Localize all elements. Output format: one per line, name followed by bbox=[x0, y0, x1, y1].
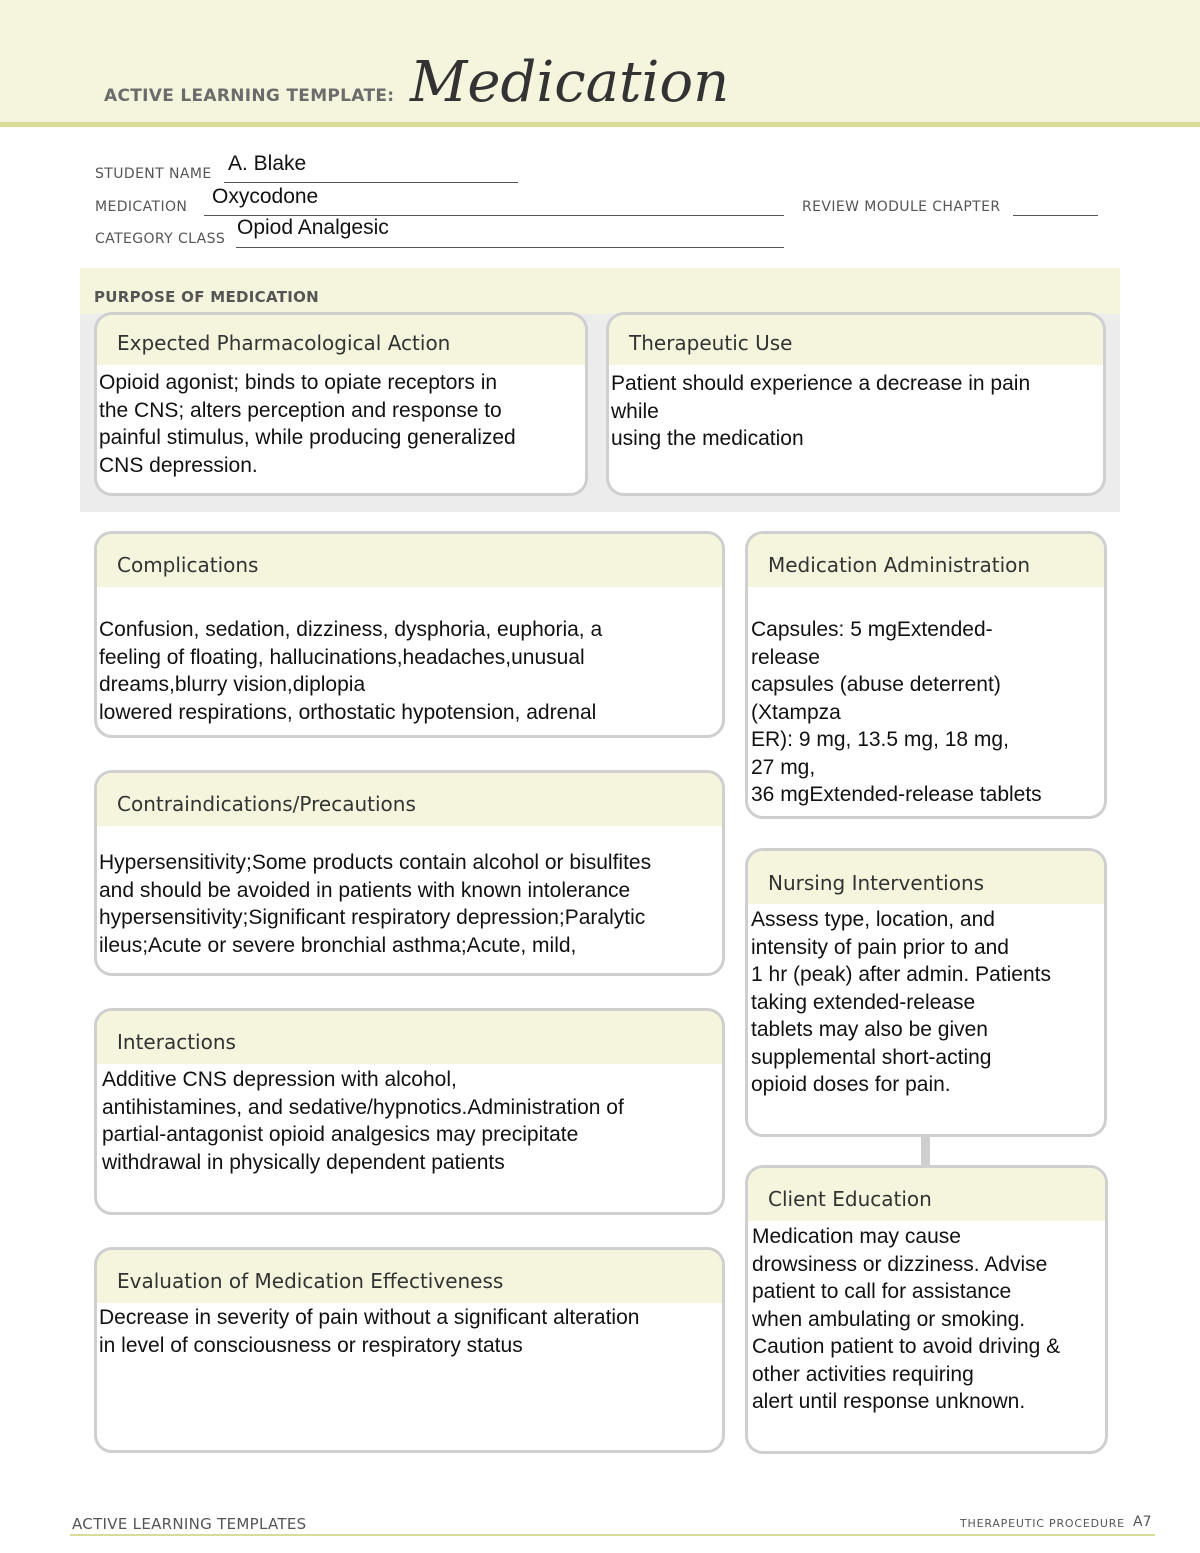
footer-left-label: ACTIVE LEARNING TEMPLATES bbox=[72, 1515, 307, 1533]
client-education-title: Client Education bbox=[748, 1168, 1105, 1221]
medication-value[interactable]: Oxycodone bbox=[212, 185, 319, 208]
medication-label: MEDICATION bbox=[95, 199, 188, 215]
footer-page-number: A7 bbox=[1133, 1514, 1152, 1530]
interactions-title: Interactions bbox=[97, 1011, 722, 1064]
evaluation-text[interactable]: Decrease in severity of pain without a significant alteration in level of consciousness or respiratory status bbox=[99, 1306, 640, 1357]
evaluation-title: Evaluation of Medication Effectiveness bbox=[97, 1250, 722, 1303]
student-name-label: STUDENT NAME bbox=[95, 166, 212, 182]
evaluation-box bbox=[94, 1247, 725, 1453]
review-module-label: REVIEW MODULE CHAPTER bbox=[802, 199, 1001, 215]
client-education-text[interactable]: Medication may cause drowsiness or dizziness. Advise patient to call for assistance when ambulating or smoking. Caution patient to avoid driving & other activities requiring alert until response unknown. bbox=[752, 1225, 1061, 1413]
contraindications-text[interactable]: Hypersensitivity;Some products contain alcohol or bisulfites and should be avoided in patients with known intolerance hypersensitivity;Significant respiratory depression;Paralytic ileus;Acute or severe bronchial asthma;Acute, mild, bbox=[99, 851, 652, 957]
complications-text[interactable]: Confusion, sedation, dizziness, dysphoria, euphoria, a feeling of floating, hallucinations,headaches,unusual dreams,blurry vision,diplopia lowered respirations, orthostatic hypotension, adrenal bbox=[99, 618, 603, 724]
nursing-interventions-title: Nursing Interventions bbox=[748, 851, 1104, 904]
purpose-label: PURPOSE OF MEDICATION bbox=[94, 288, 320, 306]
footer-divider bbox=[70, 1534, 1155, 1536]
interactions-box bbox=[94, 1008, 725, 1215]
nursing-to-education-connector bbox=[921, 1135, 930, 1165]
medication-administration-text[interactable]: Capsules: 5 mgExtended- release capsules (abuse deterrent) (Xtampza ER): 9 mg, 13.5 mg, 18 mg, 27 mg, 36 mgExtended-release tablets bbox=[751, 618, 1042, 806]
complications-box bbox=[94, 531, 725, 738]
complications-title: Complications bbox=[97, 534, 722, 587]
category-class-value[interactable]: Opiod Analgesic bbox=[237, 216, 389, 239]
interactions-text[interactable]: Additive CNS depression with alcohol, antihistamines, and sedative/hypnotics.Administration of partial-antagonist opioid analgesics may precipitate withdrawal in physically dependent patients bbox=[102, 1068, 624, 1174]
review-module-line bbox=[1013, 215, 1098, 216]
student-name-value[interactable]: A. Blake bbox=[228, 152, 307, 175]
medication-administration-box bbox=[745, 531, 1107, 819]
nursing-interventions-box bbox=[745, 848, 1107, 1137]
therapeutic-use-title: Therapeutic Use bbox=[609, 315, 1103, 365]
template-title: Medication bbox=[410, 50, 730, 115]
nursing-interventions-text[interactable]: Assess type, location, and intensity of pain prior to and 1 hr (peak) after admin. Patients taking extended-release tablets may also be given supplemental short-acting opioid doses for pain. bbox=[751, 908, 1051, 1096]
category-class-label: CATEGORY CLASS bbox=[95, 231, 226, 247]
medication-administration-title: Medication Administration bbox=[748, 534, 1104, 587]
footer-right-label: THERAPEUTIC PROCEDURE bbox=[960, 1517, 1125, 1530]
therapeutic-use-text[interactable]: Patient should experience a decrease in pain while using the medication bbox=[611, 372, 1031, 450]
expected-action-box bbox=[94, 312, 588, 496]
category-class-line bbox=[236, 247, 784, 248]
template-label: ACTIVE LEARNING TEMPLATE: bbox=[104, 86, 395, 106]
expected-action-text[interactable]: Opioid agonist; binds to opiate receptors in the CNS; alters perception and response to painful stimulus, while producing generalized CNS depression. bbox=[99, 371, 516, 477]
contraindications-box bbox=[94, 770, 725, 976]
contraindications-title: Contraindications/Precautions bbox=[97, 773, 722, 826]
client-education-box bbox=[745, 1165, 1108, 1454]
student-name-line bbox=[224, 182, 518, 183]
expected-action-title: Expected Pharmacological Action bbox=[97, 315, 585, 365]
therapeutic-use-box bbox=[606, 312, 1106, 496]
